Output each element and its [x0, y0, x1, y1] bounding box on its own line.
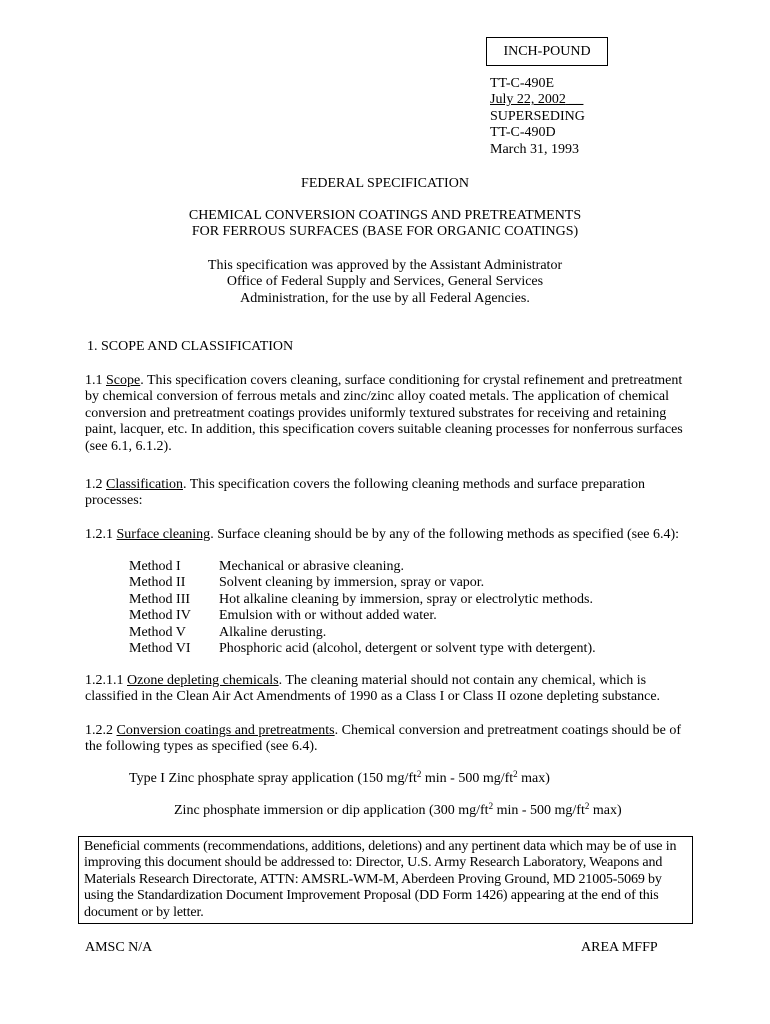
- comment-line: improving this document should be addressed to: Director, U.S. Army Research Laboratory, Weapons and: [84, 855, 663, 871]
- method-desc: Hot alkaline cleaning by immersion, spray or electrolytic methods.: [219, 591, 594, 607]
- method-name: Method IV: [129, 608, 191, 624]
- comment-line: Beneficial comments (recommendations, additions, deletions) and any pertinent data which may be of use in: [84, 839, 677, 854]
- title-line: FOR FERROUS SURFACES (BASE FOR ORGANIC COATINGS): [191, 224, 579, 240]
- comment-line: document or by letter.: [84, 904, 204, 920]
- paragraph-line: processes:: [85, 493, 143, 509]
- method-desc: Mechanical or abrasive cleaning.: [219, 559, 405, 574]
- section-number: 1.2: [85, 477, 106, 492]
- method-name: Method V: [129, 624, 186, 640]
- superscript: 2: [488, 801, 494, 811]
- section-number: 1.2.1: [85, 527, 117, 542]
- beneficial-comments-box: [78, 836, 693, 924]
- superscript: 2: [416, 769, 422, 779]
- section-heading: Conversion coatings and pretreatments: [116, 723, 335, 738]
- methods-list: [129, 559, 596, 657]
- method-name: Method III: [129, 591, 191, 607]
- paragraph-line: the following types as specified (see 6.4).: [85, 739, 318, 755]
- document-kind: FEDERAL SPECIFICATION: [301, 176, 469, 191]
- section-heading: Ozone depleting chemicals: [127, 673, 279, 688]
- section-number: 1.2.2: [85, 723, 117, 738]
- approval-line: Administration, for the use by all Federal Agencies.: [240, 290, 530, 306]
- previous-doc-id: TT-C-490D: [490, 125, 556, 141]
- method-name: Method II: [129, 575, 186, 591]
- method-row: [129, 575, 596, 591]
- inch-pound-label: INCH-POUND: [486, 37, 608, 66]
- paragraph-line: . This specification covers the following cleaning methods and surface preparation: [183, 477, 645, 492]
- method-row: [129, 625, 596, 641]
- section-1-2-1-surface-cleaning: [85, 527, 679, 543]
- type-text: Type I Zinc phosphate spray application (150 mg/ft: [129, 771, 417, 786]
- superseding-label: SUPERSEDING: [490, 108, 585, 124]
- method-name: Method I: [129, 559, 181, 574]
- section-heading: Surface cleaning: [116, 527, 211, 542]
- method-row: [129, 641, 596, 657]
- title-line: CHEMICAL CONVERSION COATINGS AND PRETREATMENTS: [188, 208, 582, 223]
- approval-line: Office of Federal Supply and Services, General Services: [226, 274, 544, 290]
- document-title: [0, 208, 770, 241]
- footer-area: AREA MFFP: [581, 940, 658, 955]
- section-1-2-1-1-ozone: [85, 673, 660, 706]
- document-id-block: [490, 76, 585, 158]
- type-text: max): [589, 803, 622, 818]
- section-number: 1.1: [85, 373, 106, 388]
- paragraph-line: . This specification covers cleaning, surface conditioning for crystal refinement and pretreatment: [140, 373, 683, 388]
- paragraph-line: by chemical conversion of ferrous metals and zinc/zinc alloy coated metals. The application of chemical: [85, 389, 670, 405]
- superscript: 2: [584, 801, 590, 811]
- doc-id: TT-C-490E: [490, 76, 555, 91]
- doc-date: [490, 92, 585, 108]
- previous-doc-date: March 31, 1993: [490, 141, 580, 157]
- comment-line: using the Standardization Document Improvement Proposal (DD Form 1426) appearing at the end of this: [84, 888, 659, 904]
- method-desc: Emulsion with or without added water.: [219, 608, 437, 624]
- section-1-2-2-conversion: [85, 723, 681, 756]
- section-heading: Scope: [106, 373, 141, 388]
- doc-date-trail: __: [565, 92, 584, 108]
- type-text: min - 500 mg/ft: [493, 803, 585, 818]
- paragraph-line: classified in the Clean Air Act Amendments of 1990 as a Class I or Class II ozone depleting substance.: [85, 689, 661, 705]
- section-number: 1.2.1.1: [85, 673, 127, 688]
- type-text: Zinc phosphate immersion or dip application (300 mg/ft: [174, 803, 489, 818]
- type-text: max): [517, 771, 550, 786]
- method-name: Method VI: [129, 641, 191, 657]
- doc-date-text: July 22, 2002: [490, 92, 566, 108]
- superscript: 2: [513, 769, 518, 779]
- section-1-2-classification: [85, 477, 645, 510]
- paragraph-line: . Surface cleaning should be by any of the following methods as specified (see 6.4):: [210, 527, 680, 542]
- paragraph-line: conversion and pretreatment coatings provides uniformly textured substrates for receiving and retaining: [85, 405, 667, 421]
- type-1-immersion: [174, 803, 622, 819]
- section-heading: Classification: [106, 477, 183, 492]
- section-1-heading: 1. SCOPE AND CLASSIFICATION: [87, 339, 294, 354]
- paragraph-line: . The cleaning material should not contain any chemical, which is: [278, 673, 647, 688]
- method-desc: Alkaline derusting.: [219, 624, 327, 640]
- approval-statement: [0, 258, 770, 307]
- approval-line: This specification was approved by the Assistant Administrator: [207, 258, 563, 273]
- method-row: [129, 608, 596, 624]
- paragraph-line: (see 6.1, 6.1.2).: [85, 438, 172, 454]
- method-desc: Phosphoric acid (alcohol, detergent or solvent type with detergent).: [219, 641, 596, 657]
- paragraph-line: paint, lacquer, etc. In addition, this specification covers suitable cleaning processes for nonferrous surfaces: [85, 422, 683, 438]
- method-desc: Solvent cleaning by immersion, spray or vapor.: [219, 575, 485, 591]
- footer-amsc: AMSC N/A: [85, 940, 153, 955]
- comment-line: Materials Research Directorate, ATTN: AMSRL-WM-M, Aberdeen Proving Ground, MD 21005-5069 by: [84, 871, 662, 887]
- paragraph-line: . Chemical conversion and pretreatment coatings should be of: [334, 723, 682, 738]
- method-row: [129, 592, 596, 608]
- section-1-1-scope: [85, 373, 683, 455]
- type-1-spray: [129, 771, 550, 787]
- type-text: min - 500 mg/ft: [421, 771, 514, 786]
- method-row: [129, 559, 596, 575]
